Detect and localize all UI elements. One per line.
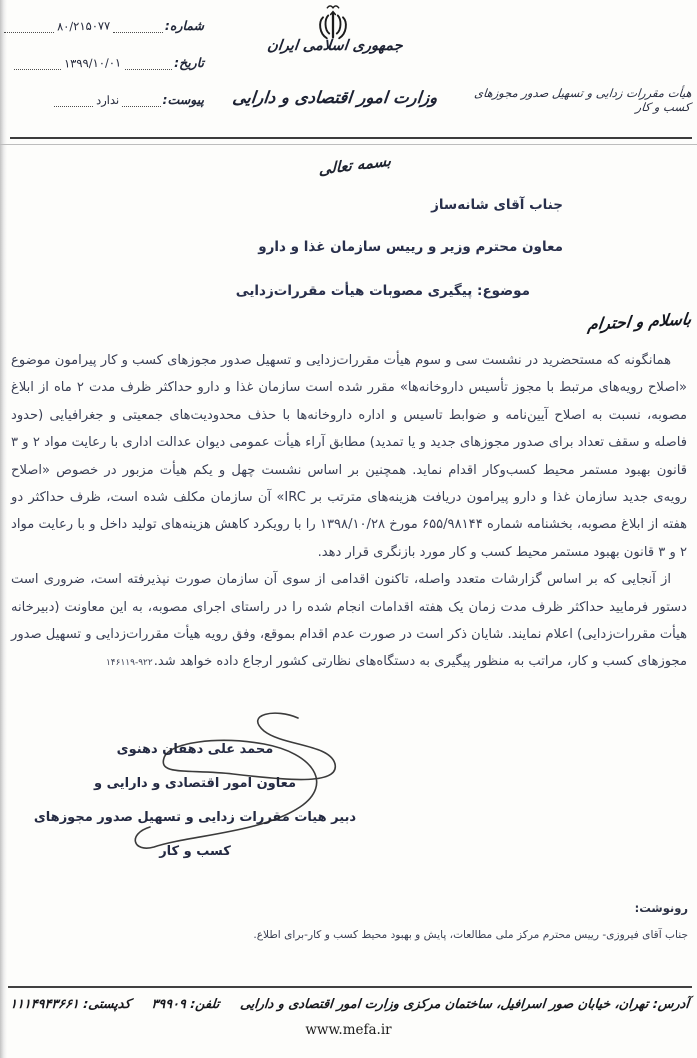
- field-number: [4, 18, 204, 33]
- header-rule-light: [0, 144, 697, 145]
- date-value: ۱۳۹۹/۱۰/۰۱: [64, 55, 122, 71]
- header-rule: [10, 137, 692, 139]
- phone-value: ۳۹۹۰۹: [150, 997, 187, 1012]
- dotted-leader: [122, 93, 161, 107]
- number-label: شماره:: [164, 18, 204, 33]
- attachment-label: پیوست:: [162, 92, 204, 107]
- number-value: ۸۰/۲۱۵۰۷۷: [56, 18, 111, 34]
- footer-address: [239, 997, 689, 1012]
- footer-website: www.mefa.ir: [305, 1022, 392, 1038]
- scan-edge-shadow: [0, 0, 7, 1058]
- postal-value: ۱۱۱۴۹۴۳۶۶۱: [9, 997, 80, 1012]
- attachment-value: ندارد: [95, 92, 119, 108]
- footer-rule: [8, 986, 692, 988]
- field-date: [14, 55, 204, 70]
- tracking-ref-number: ۹۲۲-۱۴۶۱۱۹: [105, 658, 153, 669]
- body-paragraph-2-text: از آنجایی که بر اساس گزارشات متعدد واصله، تاکنون اقدامی از سوی آن سازمان صورت نپذیرفته است، ضروری است دستور فرمایید حداکثر ظرف مدت زمان یک هفته اقدامات انجام شده را در راستای اجرای مصوبه، به این معاونت (دبیرخانه هیأت مقررات‌زدایی) اعلام نمایند. شایان ذکر است در صورت عدم اقدام بموقع، وفق رویه هیأت مقررات‌زدایی و تسهیل صدور مجوزهای کسب و کار، مراتب به منظور پیگیری به دستگاه‌های نظارتی کشور ارجاع داده خواهد شد.: [11, 572, 687, 670]
- field-attachment: [54, 92, 204, 107]
- salutation-calligraphy: باسلام و احترام: [586, 309, 693, 334]
- body-paragraph-2: [11, 566, 687, 678]
- signer-name: محمد علی دهقان دهنوی: [116, 742, 274, 757]
- besmellah-calligraphy: بسمه تعالی: [318, 151, 392, 179]
- footer-contact-row: [9, 997, 689, 1012]
- recipient-title: معاون محترم وزیر و رییس سازمان غذا و دارو: [258, 239, 563, 255]
- cc-label: رونوشت:: [634, 901, 688, 915]
- dotted-leader: [113, 19, 163, 33]
- letterhead-board-title: هیأت مقررات زدایی و تسهیل صدور مجوزهای کسب و کار: [473, 86, 693, 114]
- stamp-fields: [4, 18, 204, 129]
- address-label: آدرس:: [652, 997, 690, 1012]
- dotted-leader: [4, 19, 54, 33]
- dotted-leader: [14, 56, 61, 70]
- address-value: تهران، خیابان صور اسرافیل، ساختمان مرکزی وزارت امور اقتصادی و دارایی: [239, 997, 649, 1012]
- handwritten-signature-scribble: [118, 706, 368, 865]
- subject-line: موضوع: پیگیری مصوبات هیأت مقررات‌زدایی: [235, 283, 530, 299]
- footer-postal: [9, 997, 131, 1012]
- dotted-leader: [125, 56, 172, 70]
- date-label: تاریخ:: [174, 55, 204, 70]
- dotted-leader: [54, 93, 93, 107]
- postal-label: کدپستی:: [82, 997, 132, 1012]
- body-paragraph-1: همانگونه که مستحضرید در نشست سی و سوم هیأت مقررات‌زدایی و تسهیل صدور مجوزهای کسب و کار پیرامون موضوع «اصلاح رویه‌های مرتبط با مجوز تأسیس داروخانه‌ها» مقرر شده است سازمان غذا و دارو حداکثر ظرف مدت ۲ ماه از ابلاغ مصوبه، نسبت به اصلاح آیین‌نامه و ضوابط تاسیس و اداره داروخانه‌ها با حذف محدودیت‌های جمعیتی و جغرافیایی (حدود فاصله و سقف تعداد برای صدور مجوزهای جدید و یا تمدید) مطابق آراء هیأت عمومی دیوان عدالت اداری با رعایت مواد ۲ و ۳ قانون بهبود مستمر محیط کسب‌وکار اقدام نماید. همچنین بر اساس نشست چهل و یکم هیأت مزبور در خصوص «اصلاح رویه‌ی جدید سازمان غذا و دارو پیرامون دریافت هزینه‌های مترتب بر IRC» آن سازمان مکلف شده است، ظرف حداکثر دو هفته از ابلاغ مصوبه، بخشنامه شماره ۶۵۵/۹۸۱۴۴ مورخ ۱۳۹۸/۱۰/۲۸ را با رویکرد کاهش هزینه‌های تولید داخل و با رعایت مواد ۲ و ۳ قانون بهبود مستمر محیط کسب و کار مورد بازنگری قرار دهد.: [11, 353, 688, 560]
- letterhead-ministry: وزارت امور اقتصادی و دارایی: [231, 88, 439, 107]
- letter-body: [11, 347, 687, 678]
- cc-recipients: جناب آقای فیروزی- رییس محترم مرکز ملی مطالعات، پایش و بهبود محیط کسب و کار-برای اطلاع.: [253, 929, 688, 941]
- recipient-name: جناب آقای شانه‌ساز: [431, 197, 563, 213]
- footer-phone: [151, 997, 220, 1012]
- signer-title-2: دبیر هیات مقررات زدایی و تسهیل صدور مجوزهای کسب و کار: [33, 810, 357, 859]
- phone-label: تلفن:: [189, 997, 221, 1012]
- signer-title-1: معاون امور اقتصادی و دارایی و: [93, 776, 297, 791]
- letterhead-country: جمهوری اسلامی ایران: [266, 38, 404, 54]
